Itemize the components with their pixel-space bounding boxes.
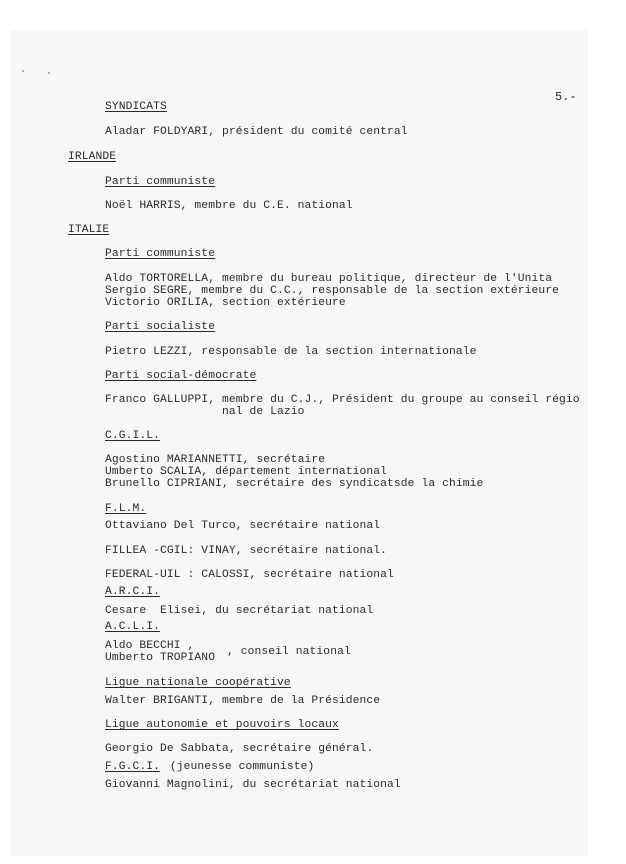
section-heading: F.L.M. (105, 503, 147, 515)
text-line: FEDERAL-UIL : CALOSSI, secrétaire national (105, 569, 394, 581)
text-line: Georgio De Sabbata, secrétaire général. (105, 743, 374, 755)
text-line: Agostino MARIANNETTI, secrétaire (105, 454, 326, 466)
text-line: Ottaviano Del Turco, secrétaire national (105, 520, 381, 532)
section-heading: Parti social-démocrate (105, 370, 257, 382)
section-heading: SYNDICATS (105, 101, 167, 113)
section-heading: Ligue nationale coopérative (105, 677, 291, 689)
section-heading: A.C.L.I. (105, 621, 161, 633)
text-line: Giovanni Magnolini, du secrétariat national (105, 779, 401, 791)
section-heading: Parti communiste (105, 248, 216, 260)
text-line: Cesare Elisei, du secrétariat national (105, 605, 374, 617)
text-line: Umberto TROPIANO (105, 652, 216, 664)
section-heading: Parti socialiste (105, 321, 216, 333)
text-line: Aladar FOLDYARI, président du comité central (105, 126, 408, 138)
section-heading: IRLANDE (68, 151, 117, 163)
section-heading: Ligue autonomie et pouvoirs locaux (105, 719, 339, 731)
text-line: Aldo TORTORELLA, membre du bureau politique, directeur de l'Unita (105, 273, 553, 285)
text-line: Brunello CIPRIANI, secrétaire des syndicatsde la chimie (105, 478, 484, 490)
section-heading: C.G.I.L. (105, 430, 161, 442)
text-line: nal de Lazio (222, 406, 305, 418)
section-heading: F.G.C.I. (105, 761, 161, 773)
scan-speck (48, 72, 50, 74)
text-line: Franco GALLUPPI, membre du C.J., Président du groupe au conseil régio (105, 394, 580, 406)
text-line: Victorio ORILIA, section extérieure (105, 297, 346, 309)
page-number: 5.- (555, 90, 577, 104)
text-line: Pietro LEZZI, responsable de la section internationale (105, 346, 477, 358)
text-line: FILLEA -CGIL: VINAY, secrétaire national. (105, 545, 388, 557)
text-line: , conseil national (227, 646, 351, 658)
document-page (10, 30, 588, 856)
scan-speck (22, 70, 24, 72)
text-line: Noël HARRIS, membre du C.E. national (105, 200, 353, 212)
text-line: Aldo BECCHI , (105, 640, 195, 652)
text-line: Sergio SEGRE, membre du C.C., responsable de la section extérieure (105, 285, 560, 297)
text-line: Walter BRIGANTI, membre de la Présidence (105, 695, 381, 707)
section-heading: A.R.C.I. (105, 586, 161, 598)
text-line: Umberto SCALIA, département international (105, 466, 388, 478)
section-heading: ITALIE (68, 224, 110, 236)
text-line: (jeunesse communiste) (163, 761, 315, 773)
section-heading: Parti communiste (105, 176, 216, 188)
